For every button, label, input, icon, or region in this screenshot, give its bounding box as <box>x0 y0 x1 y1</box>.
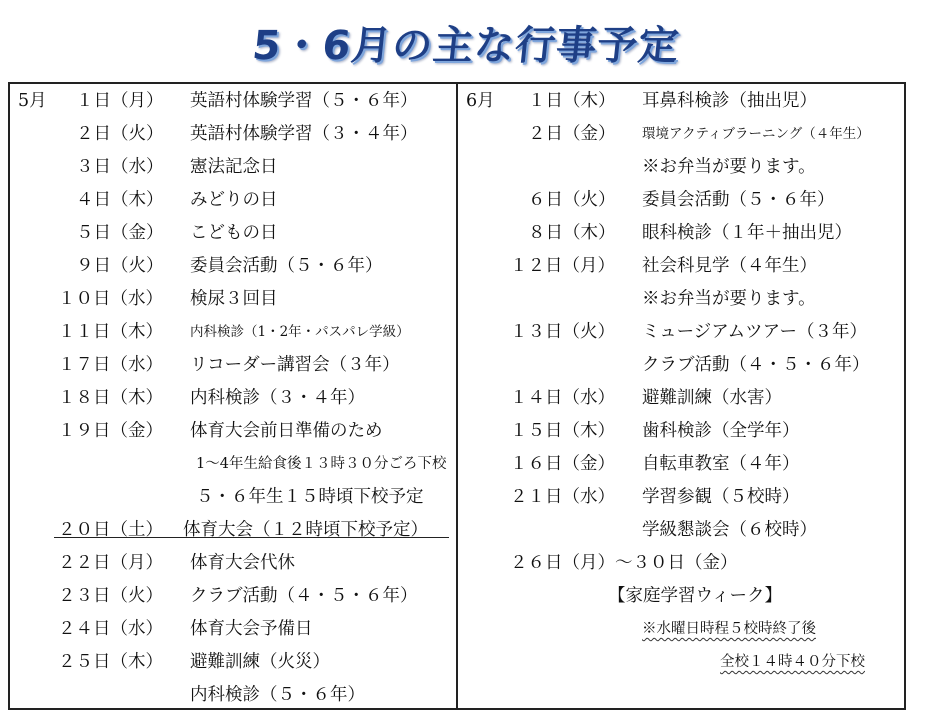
june-date: １３日（火） <box>510 322 615 342</box>
june-month-label: 6月 <box>466 91 495 111</box>
june-event: 自転車教室（４年） <box>642 454 800 474</box>
may-date: １１日（木） <box>58 322 163 342</box>
june-date: １２日（月） <box>510 256 615 276</box>
may-date: ２５日（木） <box>58 652 163 672</box>
may-event: 内科検診（1・2年・パスパレ学級） <box>190 324 410 340</box>
column-divider <box>456 82 458 710</box>
may-event: 委員会活動（５・６年） <box>190 256 383 276</box>
may-event: クラブ活動（４・５・６年） <box>190 586 418 606</box>
june-event: 眼科検診（１年＋抽出児） <box>642 223 852 243</box>
may-event-note: 1～4年生給食後１３時３０分ごろ下校 <box>196 456 447 472</box>
may-date: ２３日（火） <box>58 586 163 606</box>
may-date: ２４日（水） <box>58 619 163 639</box>
may-date: ５日（金） <box>76 223 164 243</box>
june-event: ミュージアムツアー（３年） <box>642 322 868 342</box>
may-month-label: 5月 <box>18 91 47 111</box>
june-event: 学習参観（５校時） <box>642 487 800 507</box>
may-event: 体育大会前日準備のため <box>190 421 383 441</box>
june-date: ６日（火） <box>528 190 616 210</box>
may-date: ２日（火） <box>76 124 164 144</box>
june-event: クラブ活動（４・５・６年） <box>642 355 870 375</box>
june-date-range: ２６日（月）～３０日（金） <box>510 553 738 573</box>
may-date: １９日（金） <box>58 421 163 441</box>
may-event: こどもの日 <box>190 223 278 243</box>
may-event: 体育大会代休 <box>190 553 295 573</box>
may-event: 検尿３回目 <box>190 289 278 309</box>
may-event: 体育大会（１２時頃下校予定） <box>183 520 428 540</box>
may-event: 憲法記念日 <box>190 157 278 177</box>
may-date: ２０日（土） <box>58 520 163 540</box>
june-event: 学級懇談会（６校時） <box>642 520 817 540</box>
may-event: みどりの日 <box>190 190 278 210</box>
may-event-note: ５・６年生１５時頃下校予定 <box>196 487 424 507</box>
may-date: １０日（水） <box>58 289 163 309</box>
may-event: 英語村体験学習（５・６年） <box>190 91 418 111</box>
may-date: １日（月） <box>76 91 164 111</box>
may-date: １８日（木） <box>58 388 163 408</box>
june-event-note: 全校１４時４０分下校 <box>720 654 865 670</box>
may-date: １７日（水） <box>58 355 163 375</box>
may-event: 避難訓練（火災） <box>190 652 330 672</box>
june-event: 社会科見学（４年生） <box>642 256 817 276</box>
june-date: ２日（金） <box>528 124 616 144</box>
june-event-note: ※お弁当が要ります。 <box>642 157 816 177</box>
may-date: ９日（火） <box>76 256 164 276</box>
june-event: 委員会活動（５・６年） <box>642 190 835 210</box>
june-event-note: ※水曜日時程５校時終了後 <box>642 621 816 637</box>
june-event-heading: 【家庭学習ウィーク】 <box>608 586 782 606</box>
page-title: 5・6月の主な行事予定 <box>249 23 682 69</box>
june-event: 歯科検診（全学年） <box>642 421 800 441</box>
may-event: 内科検診（３・４年） <box>190 388 365 408</box>
may-date: ４日（木） <box>76 190 164 210</box>
may-event: 体育大会予備日 <box>190 619 313 639</box>
june-event: 環境アクティブラーニング（４年生） <box>642 126 870 142</box>
june-date: ２１日（水） <box>510 487 615 507</box>
may-date: ２２日（月） <box>58 553 163 573</box>
june-date: １日（木） <box>528 91 616 111</box>
may-event: 内科検診（５・６年） <box>190 685 365 705</box>
may-event: 英語村体験学習（３・４年） <box>190 124 418 144</box>
june-date: ８日（木） <box>528 223 616 243</box>
june-event: 耳鼻科検診（抽出児） <box>642 91 817 111</box>
june-event: 避難訓練（水害） <box>642 388 782 408</box>
june-event-note: ※お弁当が要ります。 <box>642 289 816 309</box>
may-date: ３日（水） <box>76 157 164 177</box>
may-event: リコーダー講習会（３年） <box>190 355 400 375</box>
june-date: １６日（金） <box>510 454 615 474</box>
june-date: １４日（水） <box>510 388 615 408</box>
june-date: １５日（木） <box>510 421 615 441</box>
